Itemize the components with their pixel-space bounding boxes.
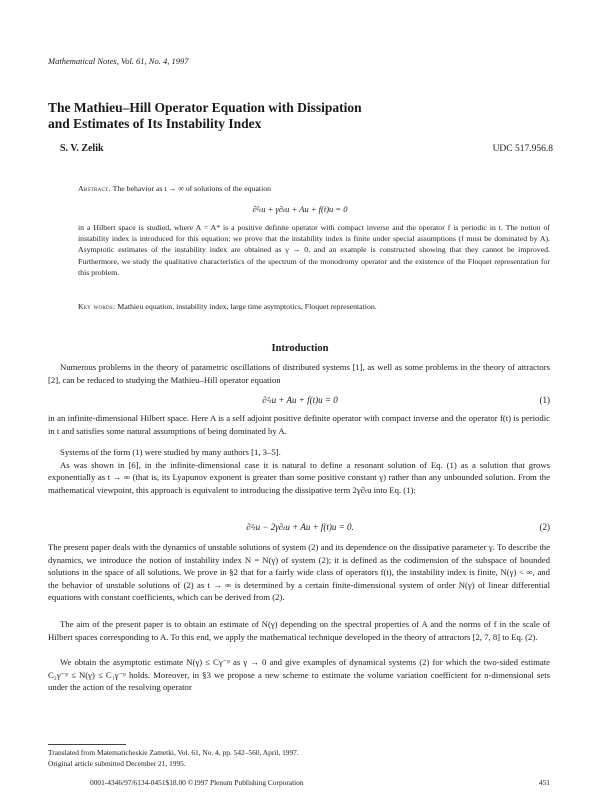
paragraph-6: We obtain the asymptotic estimate N(γ) ≤ Cγ⁻ᵖ as γ → 0 and give examples of dynamical systems (2) for which the two-sided estimate C₂γ⁻ᵖ ≤ N(γ) ≤ C₁γ⁻ᵖ holds. Moreover, in §3 we propose a new scheme to estimate the volume variation coefficient for n-dimensional sets under the action of the resolving operator — [48, 657, 550, 693]
journal-header: Mathematical Notes, Vol. 61, No. 4, 1997 — [48, 56, 189, 66]
keywords-label: Key words: — [78, 302, 116, 311]
footnote-translated: Translated from Matematicheskie Zametki, Vol. 61, No. 4, pp. 542–560, April, 1997. — [48, 748, 299, 757]
title-line-1: The Mathieu–Hill Operator Equation with Dissipation — [48, 100, 362, 115]
equation-1-number: (1) — [539, 395, 550, 405]
paragraph-3b: As was shown in [6], in the infinite-dimensional case it is natural to define a resonant solution of Eq. (1) as a solution that grows exponentially as t → ∞ (that is, its Lyapunov exponent is greater than some positive constant γ) rather than any unbounded solution. From the mathematical viewpoint, this approach is equivalent to introducing the dissipative term 2γ∂ₜu into Eq. (1): — [48, 459, 550, 495]
paragraph-2: in an infinite-dimensional Hilbert space. Here A is a self adjoint positive definite operator with compact inverse and the operator f(t) is periodic in t and satisfies some natural assumptions of being dominated by A. — [48, 413, 550, 436]
paragraph-5: The aim of the present paper is to obtain an estimate of N(γ) depending on the spectral properties of A and the norms of f in the scale of Hilbert spaces corresponding to A. To this end, we apply the mathematical technique developed in the theory of attractors [2, 7, 8] to Eq. (2). — [48, 619, 550, 642]
equation-2-number: (2) — [539, 522, 550, 532]
page-number: 451 — [538, 778, 550, 787]
section-title: Introduction — [271, 343, 329, 354]
abstract-equation: ∂²ₜu + γ∂ₜu + Au + f(t)u = 0 — [252, 204, 348, 214]
equation-2: ∂²ₜu − 2γ∂ₜu + Au + f(t)u = 0. — [246, 522, 354, 532]
paragraph-3a: Systems of the form (1) were studied by many authors [1, 3–5]. — [60, 447, 281, 457]
abstract-text-1: The behavior as t → ∞ of solutions of the equation — [112, 184, 272, 193]
copyright-line: 0001-4346/97/6134-0451$18.00 ©1997 Plenum Publishing Corporation — [90, 778, 304, 787]
keywords-text: Mathieu equation, instability index, large time asymptotics, Floquet representation. — [117, 302, 377, 311]
equation-1: ∂²ₜu + Au + f(t)u = 0 — [262, 395, 338, 405]
abstract-label: Abstract. — [78, 184, 111, 193]
paragraph-1: Numerous problems in the theory of parametric oscillations of distributed systems [1], as well as some problems in the theory of attractors [2], can be reduced to studying the Mathieu–Hill operator equation — [48, 362, 550, 385]
abstract-text-2: in a Hilbert space is studied, where A = A* is a positive definite operator with compact inverse and the operator f is periodic in t. The notion of instability index is introduced for this equation; we prove that the instability index is finite under special assumptions (f must be dominated by A). Asymptotic estimates of the instability index are obtained as γ → 0, and an example is constructed showing that they cannot be improved. Furthermore, we study the qualitative characteristics of the spectrum of the monodromy operator and the existence of the Floquet representation for this problem. — [78, 223, 550, 277]
paragraph-3 — [48, 446, 550, 496]
abstract-intro — [78, 183, 550, 194]
keywords — [78, 302, 558, 311]
udc-code: UDC 517.956.8 — [492, 144, 553, 154]
footnote-submitted: Original article submitted December 21, 1995. — [48, 759, 186, 768]
paragraph-4: The present paper deals with the dynamics of unstable solutions of system (2) and its dependence on the dissipative parameter γ. To describe the dynamics, we introduce the notion of instability index N = N(γ) of system (2); it is defined as the codimension of the subspace of bounded solutions in the space of all solutions. We prove in §2 that for a fairly wide class of operators f(t), the instability index is finite, N(γ) < ∞, and the behavior of unstable solutions of (2) as t → ∞ is determined by a certain finite-dimensional system of order N(γ) of linear differential equations with constant coefficients, which can be derived from (2). — [48, 542, 550, 603]
paper-title — [48, 100, 548, 132]
title-line-2: and Estimates of Its Instability Index — [48, 116, 262, 131]
footnote-rule — [48, 744, 126, 745]
author-name: S. V. Zelik — [60, 143, 104, 154]
